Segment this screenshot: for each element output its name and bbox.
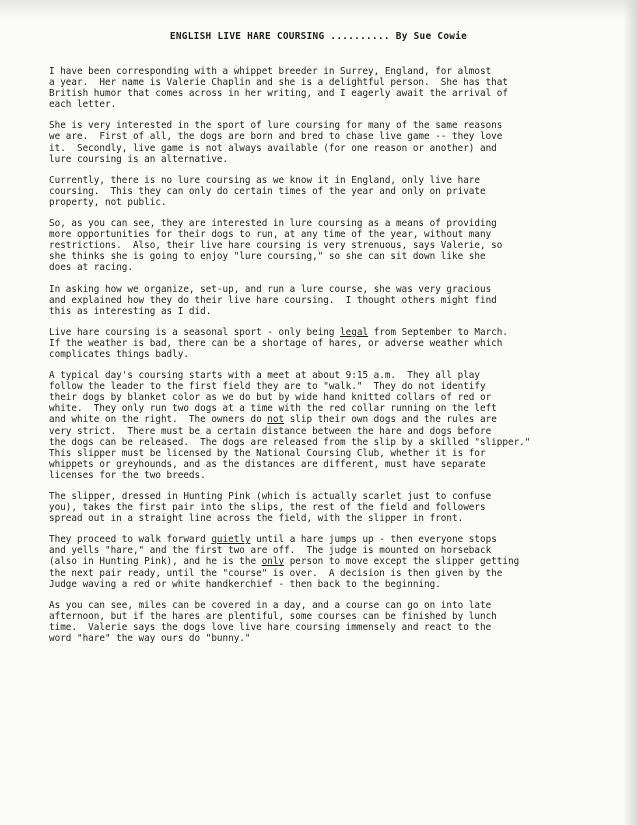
underlined-word: only: [261, 556, 285, 568]
text-line: the next pair ready, until the "course" is over. A decision is then given by the: [49, 567, 503, 579]
text-line: I have been corresponding with a whippet breeder in Surrey, England, for almost: [49, 66, 492, 77]
paragraph-5: [49, 284, 627, 317]
text-line: and yells "hare," and the first two are off. The judge is mounted on horseback: [49, 545, 492, 557]
text-line: and white on the right. The owners do not slip their own dogs and the rules are: [49, 414, 497, 426]
text-line: property, not public.: [49, 196, 167, 208]
text-line: licenses for the two breeds.: [49, 469, 206, 481]
paragraph-7: [49, 370, 627, 481]
text-line: A typical day's coursing starts with a meet at about 9:15 a.m. They all play: [49, 370, 480, 382]
text-line: afternoon, but if the hares are plentiful, some courses can be finished by lunch: [49, 610, 497, 622]
paragraph-3: [49, 175, 627, 208]
text-line: Live hare coursing is a seasonal sport - only being legal from September to March.: [49, 326, 508, 338]
text-line: more opportunities for their dogs to run, at any time of the year, without many: [49, 229, 492, 241]
underlined-word: quietly: [211, 534, 251, 546]
text-line: She is very interested in the sport of lure coursing for many of the same reasons: [49, 120, 503, 132]
text-line: In asking how we organize, set-up, and run a lure course, she was very gracious: [49, 283, 492, 295]
paragraph-8: [49, 491, 627, 524]
paragraph-2: [49, 120, 627, 164]
text-line: word "hare" the way ours do "bunny.": [49, 633, 251, 645]
page-top-edge-shadow: [0, 0, 637, 22]
paragraph-9: [49, 534, 627, 589]
text-line: this as interesting as I did.: [49, 305, 212, 317]
text-line: Currently, there is no lure coursing as we know it in England, only live hare: [49, 174, 480, 186]
text-line: As you can see, miles can be covered in a day, and a course can go on into late: [49, 599, 492, 611]
text-line: If the weather is bad, there can be a shortage of hares, or adverse weather which: [49, 337, 503, 349]
text-line: British humor that comes across in her writing, and I eagerly await the arrival of: [49, 88, 508, 100]
text-line: their dogs by blanket color as we do but by wide hand knitted collars of red or: [49, 392, 492, 404]
paragraph-6: [49, 327, 627, 360]
text-line: and explained how they do their live hare coursing. I thought others might find: [49, 294, 497, 306]
paragraph-1: [49, 66, 627, 110]
text-line: The slipper, dressed in Hunting Pink (which is actually scarlet just to confuse: [49, 491, 492, 502]
text-line: restrictions. Also, their live hare coursing is very strenuous, says Valerie, so: [49, 240, 503, 252]
text-line: Judge waving a red or white handkerchief - then back to the beginning.: [49, 578, 441, 590]
underlined-word: legal: [340, 326, 369, 338]
text-line: (also in Hunting Pink), and he is the only person to move except the slipper getting: [49, 556, 520, 568]
document-body: [49, 66, 627, 654]
text-line: very strict. There must be a certain distance between the hare and dogs before: [49, 425, 492, 437]
text-line: follow the leader to the first field they are to "walk." They do not identify: [49, 381, 486, 393]
text-line: each letter.: [49, 99, 117, 111]
text-line: does at racing.: [49, 262, 133, 274]
text-line: coursing. This they can only do certain times of the year and only on private: [49, 185, 486, 197]
paragraph-10: [49, 600, 627, 644]
text-line: spread out in a straight line across the field, with the slipper in front.: [49, 513, 464, 525]
text-line: So, as you can see, they are interested in lure coursing as a means of providing: [49, 218, 497, 230]
document-title: ENGLISH LIVE HARE COURSING .......... By Sue Cowie: [169, 31, 468, 42]
text-line: complicates things badly.: [49, 348, 189, 360]
text-line: time. Valerie says the dogs love live hare coursing immensely and react to the: [49, 621, 492, 633]
text-line: a year. Her name is Valerie Chaplin and she is a delightful person. She has that: [49, 77, 508, 89]
text-line: This slipper must be licensed by the National Coursing Club, whether it is for: [49, 447, 486, 459]
underlined-word: not: [267, 414, 285, 426]
text-line: you), takes the first pair into the slips, the rest of the field and followers: [49, 502, 486, 514]
paragraph-4: [49, 218, 627, 273]
text-line: she thinks she is going to enjoy "lure coursing," so she can sit down like she: [49, 251, 486, 263]
text-line: They proceed to walk forward quietly until a hare jumps up - then everyone stops: [49, 534, 497, 546]
text-line: we are. First of all, the dogs are born and bred to chase live game -- they love: [49, 131, 503, 143]
text-line: lure coursing is an alternative.: [49, 153, 229, 165]
text-line: whippets or greyhounds, and as the distances are different, must have separate: [49, 458, 486, 470]
text-line: it. Secondly, live game is not always available (for one reason or another) and: [49, 142, 497, 154]
text-line: the dogs can be released. The dogs are released from the slip by a skilled "slipper.": [49, 436, 531, 448]
text-line: white. They only run two dogs at a time with the red collar running on the left: [49, 403, 497, 415]
